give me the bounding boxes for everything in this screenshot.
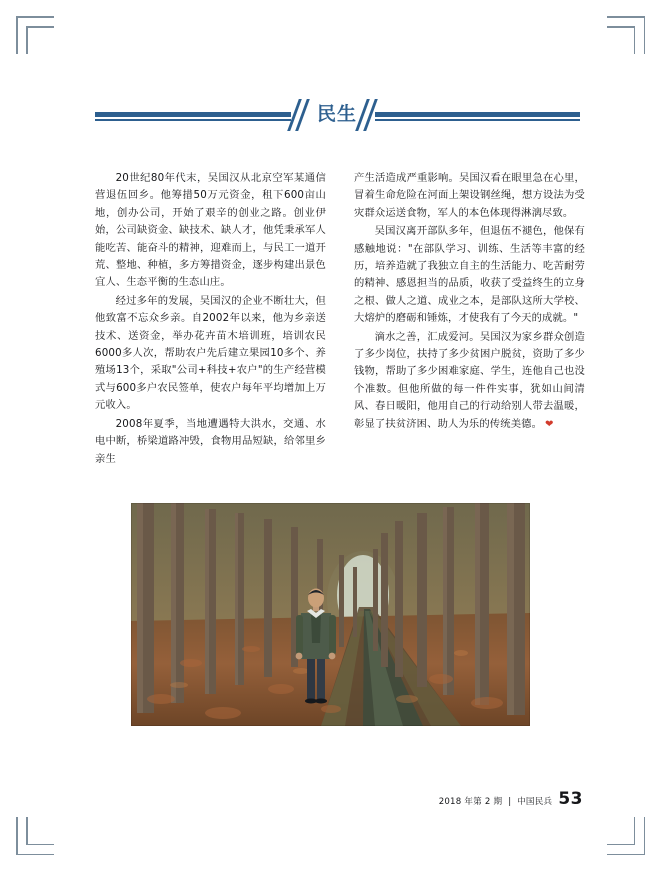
article-body: [95, 170, 585, 469]
paragraph: 2008年夏季，当地遭遇特大洪水，交通、水电中断，桥梁道路冲毁，食物用品短缺，给邻里乡亲生: [95, 417, 326, 465]
article-photo: [131, 503, 530, 726]
paragraph: 产生活造成严重影响。吴国汉看在眼里急在心里，冒着生命危险在河面上架设钢丝绳，想方设法为受灾群众运送食物，军人的本色体现得淋漓尽致。: [354, 172, 585, 219]
publication-label: 中国民兵: [517, 797, 553, 807]
issue-label: 2018 年第 2 期: [438, 797, 503, 807]
section-title: 民生: [316, 103, 357, 125]
page-number: 53: [558, 789, 583, 809]
crop-mark-top-left: [16, 16, 54, 54]
crop-mark-bottom-left: [16, 817, 54, 855]
heart-icon: ❤: [545, 418, 554, 430]
paragraph: 吴国汉离开部队多年，但退伍不褪色，他保有感触地说："在部队学习、训练、生活等丰富的经历，培养造就了我独立自主的生活能力、吃苦耐劳的精神、感恩担当的品质，收获了受益终生的立身之根、做人之道、成业之本，是部队这所大学校、大熔炉的磨砺和锤炼，才使我有了今天的成就。": [354, 225, 585, 325]
article-column-left: [95, 170, 326, 469]
paragraph: 20世纪80年代末，吴国汉从北京空军某通信营退伍回乡。他筹措50万元资金，租下600亩山地，创办公司，开始了艰辛的创业之路。创业伊始，公司缺资金、缺技术、缺人才，他凭秉承军人能吃苦、能奋斗的精神，迎难而上，与民工一道开荒、整地、种植，多方筹措资金，逐步构建出景色宜人、生态平衡的生态山庄。: [95, 172, 326, 289]
banner-rule-left: [95, 112, 291, 117]
footer-separator: |: [508, 797, 512, 807]
paragraph: 经过多年的发展，吴国汉的企业不断壮大，但他致富不忘众乡亲。自2002年以来，他为乡亲送技术、送资金，举办花卉苗木培训班，培训农民6000多人次，帮助农户先后建立果园10多个、养殖场13个，采取"公司+科技+农户"的生产经营模式与600多户农民签单，使农户每年平均增加上万元收入。: [95, 294, 326, 412]
paragraph: [354, 329, 585, 433]
paragraph-text: 滴水之善，汇成爱河。吴国汉为家乡群众创造了多少岗位，扶持了多少贫困户脱贫，资助了多少钱物，帮助了多少困难家庭、学生，连他自己也没个准数。但他所做的每一件件实事，犹如山间清风、春日暖阳，他用自己的行动给别人带去温暖，彰显了扶贫济困、助人为乐的传统美德。: [354, 330, 585, 430]
page-footer: [439, 789, 583, 809]
crop-mark-top-right: [607, 16, 645, 54]
forest-path-illustration: [131, 503, 530, 726]
crop-mark-bottom-right: [607, 817, 645, 855]
section-banner: [95, 100, 580, 134]
banner-rule-right: [375, 112, 580, 117]
article-column-right: [354, 170, 585, 469]
